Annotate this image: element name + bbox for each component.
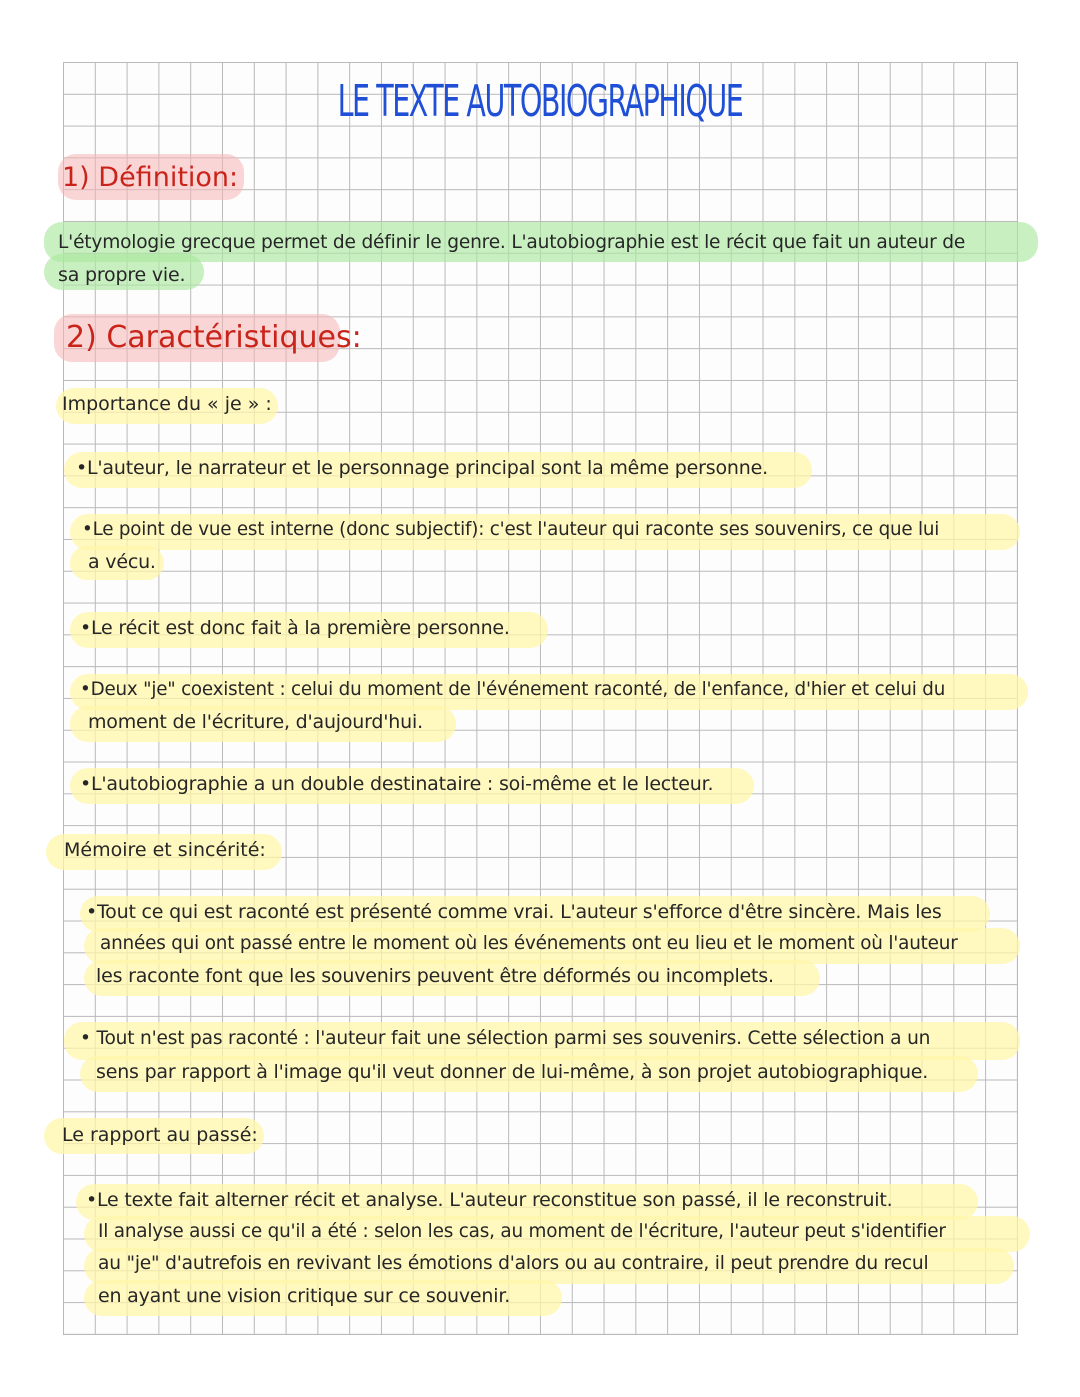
bullet-8-line-4: en ayant une vision critique sur ce souvenir.: [98, 1285, 511, 1307]
bullet-4-line-1: •Deux "je" coexistent : celui du moment de l'événement raconté, de l'enfance, d'hier et celui du: [80, 679, 946, 700]
bullet-7-line-2: sens par rapport à l'image qu'il veut donner de lui-même, à son projet autobiographique.: [96, 1061, 929, 1083]
definition-line-2: sa propre vie.: [58, 264, 186, 286]
bullet-3: •Le récit est donc fait à la première personne.: [80, 617, 510, 639]
section2-heading: 2) Caractéristiques:: [66, 320, 362, 355]
bullet-4-line-2: moment de l'écriture, d'aujourd'hui.: [88, 711, 423, 733]
subheading-rapport-passe: Le rapport au passé:: [62, 1124, 258, 1146]
bullet-5: •L'autobiographie a un double destinataire : soi-même et le lecteur.: [80, 773, 714, 795]
bullet-1: •L'auteur, le narrateur et le personnage principal sont la même personne.: [76, 457, 768, 479]
bullet-6-line-1: •Tout ce qui est raconté est présenté comme vrai. L'auteur s'efforce d'être sincère. Mais les: [86, 901, 942, 923]
bullet-7-line-1: • Tout n'est pas raconté : l'auteur fait une sélection parmi ses souvenirs. Cette sélection a un: [80, 1028, 931, 1049]
bullet-6-line-3: les raconte font que les souvenirs peuvent être déformés ou incomplets.: [96, 965, 774, 987]
page-title: LE TEXTE AUTOBIOGRAPHIQUE: [337, 76, 743, 127]
bullet-2-line-1: •Le point de vue est interne (donc subjectif): c'est l'auteur qui raconte ses souvenirs, ce que lui: [82, 519, 940, 540]
bullet-8-line-3: au "je" d'autrefois en revivant les émotions d'alors ou au contraire, il peut prendre du recul: [98, 1253, 929, 1274]
section1-heading: 1) Définition:: [62, 162, 239, 193]
subheading-importance-je: Importance du « je » :: [62, 393, 272, 415]
definition-line-1: L'étymologie grecque permet de définir le genre. L'autobiographie est le récit que fait un auteur de: [58, 232, 966, 253]
bullet-2-line-2: a vécu.: [88, 551, 156, 573]
bullet-6-line-2: années qui ont passé entre le moment où les événements ont eu lieu et le moment où l'auteur: [100, 933, 958, 954]
bullet-8-line-2: Il analyse aussi ce qu'il a été : selon les cas, au moment de l'écriture, l'auteur peut s'identifier: [98, 1221, 946, 1242]
bullet-8-line-1: •Le texte fait alterner récit et analyse. L'auteur reconstitue son passé, il le reconstruit.: [86, 1189, 893, 1211]
subheading-memoire: Mémoire et sincérité:: [64, 839, 266, 861]
